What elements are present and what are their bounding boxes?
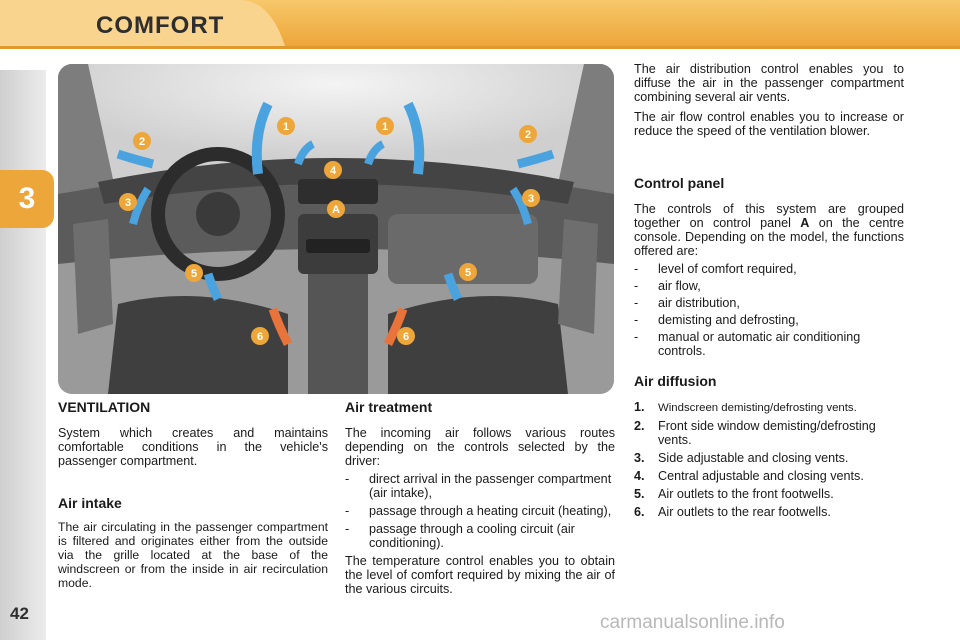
dashboard-illustration (58, 64, 614, 394)
watermark: carmanualsonline.info (600, 612, 785, 633)
air-distribution-text: The air distribution control enables you to diffuse the air in the passenger compartment combining several air vents. (634, 62, 904, 104)
control-panel-heading: Control panel (634, 175, 725, 191)
list-item: - level of comfort required, (634, 262, 797, 276)
control-panel-section (634, 176, 904, 358)
chapter-tab (0, 170, 54, 228)
air-intake-section (58, 496, 328, 590)
callout-6-left: 6 (256, 331, 264, 343)
air-diffusion-heading: Air diffusion (634, 373, 717, 389)
list-item: - passage through a cooling circuit (air conditioning). (345, 522, 575, 550)
list-item: - direct arrival in the passenger compartment (air intake), (345, 472, 612, 500)
callout-4: 4 (329, 165, 337, 177)
list-item: 6. Air outlets to the rear footwells. (634, 505, 831, 519)
air-diffusion-section (634, 374, 904, 523)
list-item: - manual or automatic air conditioning controls. (634, 330, 861, 358)
list-item: 1. Windscreen demisting/defrosting vents. (634, 400, 857, 414)
ventilation-text: System which creates and maintains comfortable conditions in the vehicle's passenger compartment. (58, 426, 328, 468)
callout-2-left: 2 (138, 136, 146, 148)
dashboard-drawing (58, 64, 614, 394)
list-item: - demisting and defrosting, (634, 313, 799, 327)
right-column (634, 62, 904, 138)
callout-1-left: 1 (282, 121, 290, 133)
page-header (0, 0, 960, 49)
air-treatment-heading: Air treatment (345, 399, 433, 415)
callout-5-left: 5 (190, 268, 198, 280)
front-right-seat (388, 296, 568, 394)
air-intake-text: The air circulating in the passenger compartment is filtered and originates either from the outside via the grille located at the base of the windscreen or from the inside in air recirculation mode. (58, 520, 328, 590)
air-flow-text: The air flow control enables you to increase or reduce the speed of the ventilation blower. (634, 110, 904, 138)
callout-A: A (332, 204, 340, 216)
ventilation-heading: VENTILATION (58, 399, 151, 415)
callout-1-right: 1 (381, 121, 389, 133)
control-panel-intro: The controls of this system are grouped together on control panel A on the centre console. Depending on the model, the functions offered are: (634, 202, 905, 258)
list-item: 2. Front side window demisting/defrosting vents. (634, 419, 876, 447)
callout-5-right: 5 (464, 267, 472, 279)
page-number: 42 (10, 604, 29, 623)
callout-2-right: 2 (524, 129, 532, 141)
callout-3-right: 3 (527, 193, 535, 205)
air-treatment-section (345, 400, 615, 596)
air-intake-heading: Air intake (58, 495, 122, 511)
list-item: 5. Air outlets to the front footwells. (634, 487, 834, 501)
callout-6-right: 6 (402, 331, 410, 343)
front-left-seat (108, 296, 288, 394)
side-strip (0, 70, 46, 640)
chapter-number: 3 (18, 182, 36, 215)
ventilation-section (58, 400, 328, 468)
list-item: - air distribution, (634, 296, 740, 310)
list-item: 3. Side adjustable and closing vents. (634, 451, 849, 465)
air-treatment-outro: The temperature control enables you to obtain the level of comfort required by mixing the air of the various circuits. (345, 554, 615, 596)
air-treatment-intro: The incoming air follows various routes depending on the controls selected by the driver: (345, 426, 615, 468)
list-item: - passage through a heating circuit (heating), (345, 504, 612, 518)
page-title: COMFORT (96, 12, 225, 39)
callout-3-left: 3 (124, 197, 132, 209)
list-item: 4. Central adjustable and closing vents. (634, 469, 864, 483)
list-item: - air flow, (634, 279, 701, 293)
